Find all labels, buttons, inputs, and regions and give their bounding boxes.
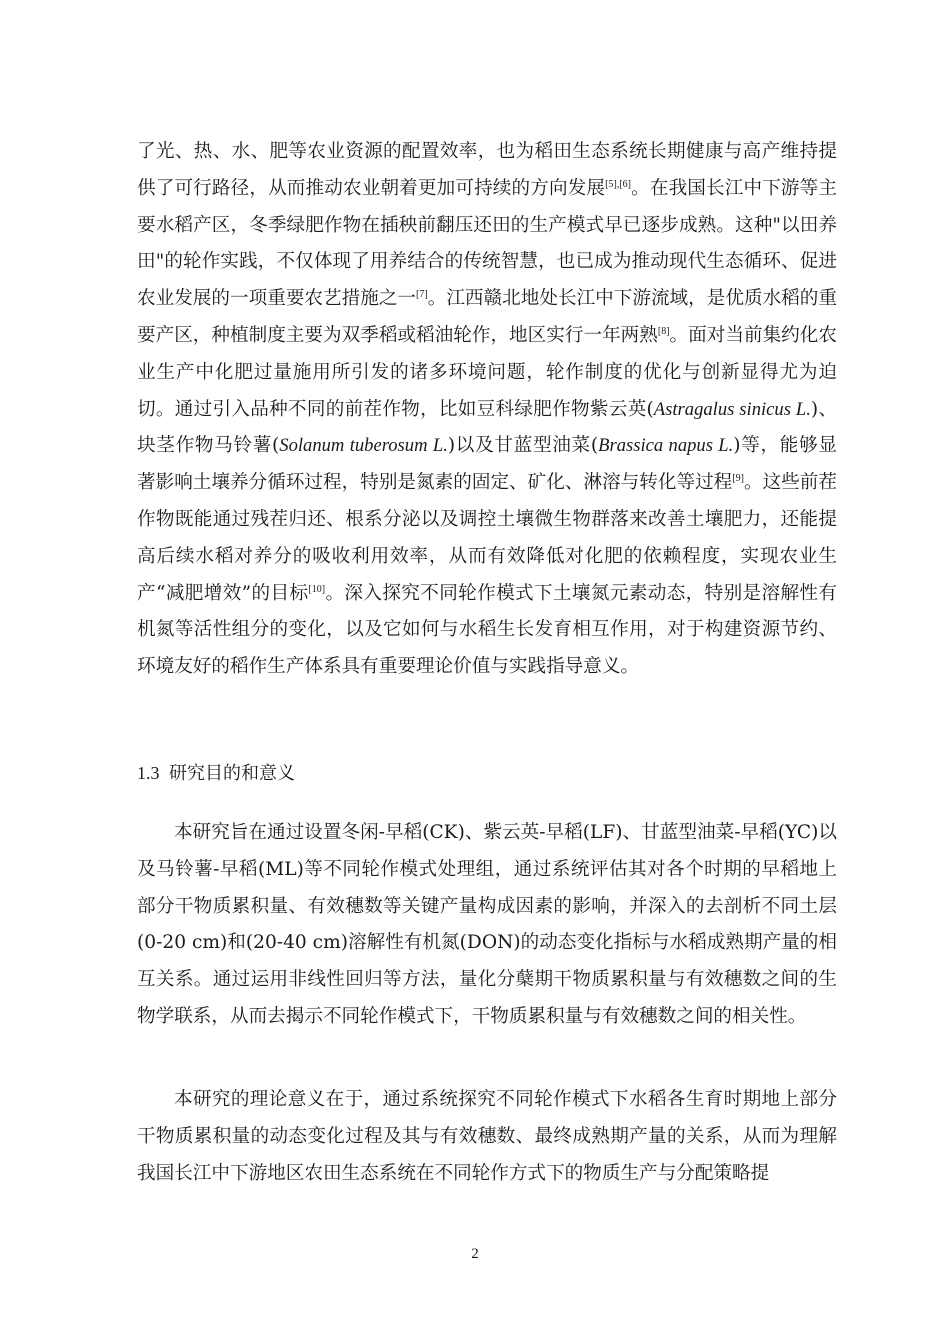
body-paragraph-significance: 本研究的理论意义在于，通过系统探究不同轮作模式下水稻各生育时期地上部分干物质累积量的动态变化过程及其与有效穗数、最终成熟期产量的关系，从而为理解我国长江中下游地区农田生态系统在不同轮作方式下的物质生产与分配策略提 bbox=[137, 1089, 837, 1184]
citation: [7] bbox=[416, 289, 428, 301]
species-name: Solanum tuberosum L. bbox=[279, 435, 448, 457]
species-name: Astragalus sinicus L. bbox=[653, 398, 811, 420]
citation: [9] bbox=[732, 473, 744, 485]
paragraph-text: 。在我国长江中下游等主要水稻产区，冬季绿肥作物在插秧前翻压还田的生产模式早已逐步成熟。这种"以田养田"的轮作实践，不仅体现了用养结合的传统智慧，也已成为推动现代生态循环、促进农业发展的一项重要农艺措施之一 bbox=[137, 177, 837, 310]
citation: [10] bbox=[308, 583, 326, 595]
paragraph-text: )以及甘蓝型油菜( bbox=[447, 435, 599, 457]
citation: [5],[6] bbox=[605, 178, 631, 190]
section-heading bbox=[137, 758, 295, 789]
page-number: 2 bbox=[471, 1246, 479, 1262]
citation: [8] bbox=[657, 325, 670, 337]
section-number: 1.3 bbox=[137, 763, 160, 783]
body-paragraph-objectives: 本研究旨在通过设置冬闲-早稻(CK)、紫云英-早稻(LF)、甘蓝型油菜-早稻(YC)以及马铃薯-早稻(ML)等不同轮作模式处理组，通过系统评估其对各个时期的早稻地上部分干物质累积量、有效穗数等关键产量构成因素的影响，并深入的去剖析不同土层(0-20 cm)和(20-40 cm)溶解性有机氮(DON)的动态变化指标与水稻成熟期产量的相互关系。通过运用非线性回归等方法，量化分蘖期干物质累积量与有效穗数之间的生物学联系，从而去揭示不同轮作模式下，干物质累积量与有效穗数之间的相关性。 bbox=[137, 822, 837, 1027]
paragraph-text: 。江西赣北地处长江中下游流域，是优质水稻的重要产区，种植制度主要为双季稻或稻油轮作，地区实行一年两熟 bbox=[137, 288, 837, 346]
paragraph-text: 了光、热、水、肥等农业资源的配置效率，也为稻田生态系统长期健康与高产维持提供了可行路径，从而推动农业朝着更加可持续的方向发展 bbox=[137, 141, 837, 199]
body-paragraph-background bbox=[137, 134, 837, 686]
paragraph-text: )、块茎作物马铃薯( bbox=[137, 398, 837, 457]
paragraph-text: 。面对当前集约化农业生产中化肥过量施用所引发的诸多环境问题，轮作制度的优化与创新显得尤为迫切。通过引入品种不同的前茬作物，比如豆科绿肥作物紫云英( bbox=[137, 324, 837, 420]
species-name: Brassica napus L. bbox=[598, 435, 734, 457]
paragraph-text: 。深入探究不同轮作模式下土壤氮元素动态，特别是溶解性有机氮等活性组分的变化，以及它如何与水稻生长发育相互作用，对于构建资源节约、环境友好的稻作生产体系具有重要理论价值与实践指导意义。 bbox=[137, 582, 837, 678]
section-title: 研究目的和意义 bbox=[169, 763, 295, 784]
paragraph-text: 。这些前茬作物既能通过残茬归还、根系分泌以及调控土壤微生物群落来改善土壤肥力，还能提高后续水稻对养分的吸收利用效率，从而有效降低对化肥的依赖程度，实现农业生产“减肥增效”的目标 bbox=[137, 472, 837, 604]
paragraph-text: )等，能够显著影响土壤养分循环过程，特别是氮素的固定、矿化、淋溶与转化等过程 bbox=[137, 435, 837, 494]
